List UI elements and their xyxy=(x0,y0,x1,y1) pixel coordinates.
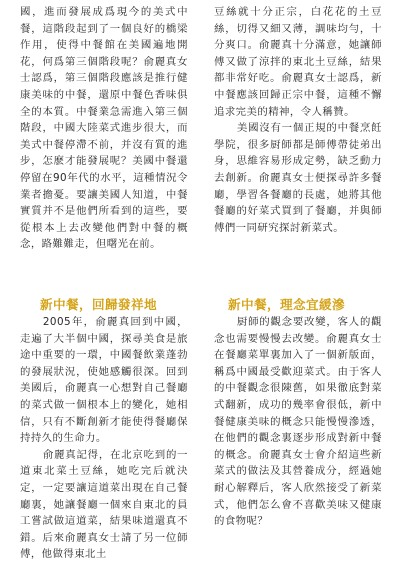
right-column-top xyxy=(214,4,382,236)
paragraph-left-1: 國，進而發展成爲現今的美式中餐，這階段起到了一個良好的橋梁作用，使得中餐館在美國遍地開花，何爲第三個階段呢？俞麗真女士認爲，第三個階段應該是推行健康美味的中餐，還原中餐色香味俱全的本質。中餐業急需進入第三個階段，中國大陸菜式進步很大，而美式中餐停滯不前，并沒有質的進步，怎麽才能發展呢？美國中餐還停留在90年代的水平，這種情況令業者擔憂。要讓美國人知道，中餐實質并不是他們所看到的這些，要從根本上去改變他們對中餐的概念，路難難走，但曙光在前。 xyxy=(20,6,188,251)
right-column-bottom xyxy=(214,314,382,530)
paragraph-right-3: 厨師的觀念要改變，客人的觀念也需要慢慢去改變。俞麗真女士在餐廳菜單裏加入了一個新版面，稱爲中國最受歡迎菜式。由于客人的中餐觀念很陳舊，如果徹底對菜式翻新，成功的幾率會很低，新中餐健康美味的概念只能慢慢滲透，在他們的觀念裏逐步形成對新中餐的概念。俞麗真女士會介紹這些新菜式的做法及其營養成分，經過她耐心解釋后，客人欣然接受了新菜式，他們怎么會不喜歡美味又健康的食物呢？ xyxy=(214,316,382,528)
section-heading-origin: 新中餐，回歸發祥地 xyxy=(40,297,157,312)
paragraph-right-1: 豆絲就十分正宗，白花花的土豆絲，切得又細又薄，調味均勻，十分爽口。俞麗真十分滿意，她讓師傅又做了涼拌的東北土豆絲，結果都非常好吃。俞麗真女士認爲，新中餐應該回歸正宗中餐，這種不懈追求完美的精神，令人稱贊。 xyxy=(214,6,382,118)
paragraph-left-3: 俞麗真記得，在北京吃到的一道東北菜土豆絲，她吃完后就決定，一定要讓這道菜出現在自己餐廳裏，她讓餐廳一個來自東北的員工嘗試做這道菜，結果味道還真不錯。后來俞麗真女士請了另一位師傅，他做得東北土 xyxy=(20,448,188,561)
left-column-top xyxy=(20,4,188,253)
paragraph-right-2: 美國沒有一個正規的中餐烹飪學院，很多厨師都是師傅帶徒弟出身，思維容易形成定勢，缺乏動力去創新。俞麗真女士便探尋許多餐廳，學習各餐廳的長處，她將其他餐廳的好菜式買到了餐廳，并與師傅們一同研究探討新菜式。 xyxy=(214,122,382,234)
section-heading-concept: 新中餐，理念宜緩滲 xyxy=(228,297,345,312)
left-column-bottom xyxy=(20,314,188,563)
paragraph-left-2: 2005年，俞麗真回到中國，走遍了大半個中國，探尋美食是旅途中重要的一環，中國餐飲業蓬勃的發展狀況，使她感觸很深。回到美國后，俞麗真一心想對自己餐廳的菜式做一個根本上的變化，她相信，只有不斷創新才能使得餐廳保持持久的生命力。 xyxy=(20,316,188,445)
